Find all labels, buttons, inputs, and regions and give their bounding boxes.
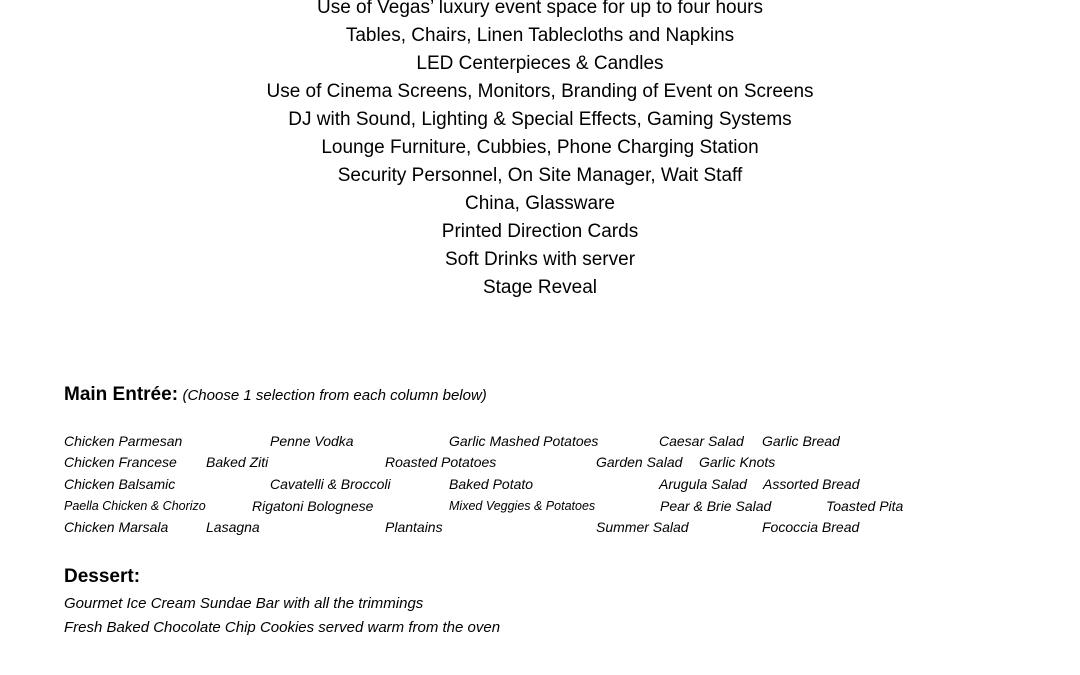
dessert-title: Dessert: [64,566,141,587]
inclusion-item: China, Glassware [465,193,615,214]
inclusion-item: DJ with Sound, Lighting & Special Effects, Gaming Systems [288,109,792,130]
dessert-heading [64,566,140,588]
menu-item: Garlic Bread [762,433,840,449]
menu-item: Chicken Balsamic [64,476,176,492]
menu-item: Rigatoni Bolognese [252,498,374,514]
menu-item: Paella Chicken & Chorizo [64,499,206,513]
menu-item: Penne Vodka [270,433,354,449]
menu-item: Cavatelli & Broccoli [270,476,391,492]
menu-item: Plantains [385,519,443,535]
menu-item: Mixed Veggies & Potatoes [449,499,596,513]
inclusion-item: Printed Direction Cards [441,221,639,242]
menu-item: Garden Salad [596,454,683,470]
menu-item: Roasted Potatoes [385,454,497,470]
dessert-item: Gourmet Ice Cream Sundae Bar with all the trimmings [64,595,424,612]
main-entree-note: (Choose 1 selection from each column below) [182,387,487,404]
dessert-item: Fresh Baked Chocolate Chip Cookies served warm from the oven [64,619,501,636]
menu-item: Caesar Salad [659,433,744,449]
inclusions-list [0,0,1080,302]
menu-item: Chicken Francese [64,454,177,470]
menu-item: Baked Potato [449,476,534,492]
menu-item: Pear & Brie Salad [660,498,772,514]
inclusion-item: Tables, Chairs, Linen Tablecloths and Napkins [345,25,735,46]
main-entree-title: Main Entrée: [64,384,179,405]
inclusion-item: Lounge Furniture, Cubbies, Phone Charging Station [321,137,759,158]
menu-item: Chicken Parmesan [64,433,183,449]
menu-item: Garlic Mashed Potatoes [449,433,599,449]
menu-item: Lasagna [206,519,260,535]
menu-item: Toasted Pita [826,498,904,514]
inclusion-item: LED Centerpieces & Candles [416,53,664,74]
inclusion-item: Stage Reveal [482,277,598,298]
main-entree-heading [64,384,487,406]
inclusion-item: Soft Drinks with server [444,249,636,270]
inclusion-item: Use of Vegas’ luxury event space for up to four hours [316,0,764,18]
menu-item: Baked Ziti [206,454,269,470]
menu-item: Garlic Knots [699,454,776,470]
menu-item: Summer Salad [596,519,689,535]
menu-item: Fococcia Bread [762,519,860,535]
menu-item: Arugula Salad [659,476,747,492]
inclusion-item: Use of Cinema Screens, Monitors, Branding of Event on Screens [266,81,814,102]
menu-item: Assorted Bread [763,476,860,492]
menu-item: Chicken Marsala [64,519,169,535]
inclusion-item: Security Personnel, On Site Manager, Wait Staff [337,165,743,186]
